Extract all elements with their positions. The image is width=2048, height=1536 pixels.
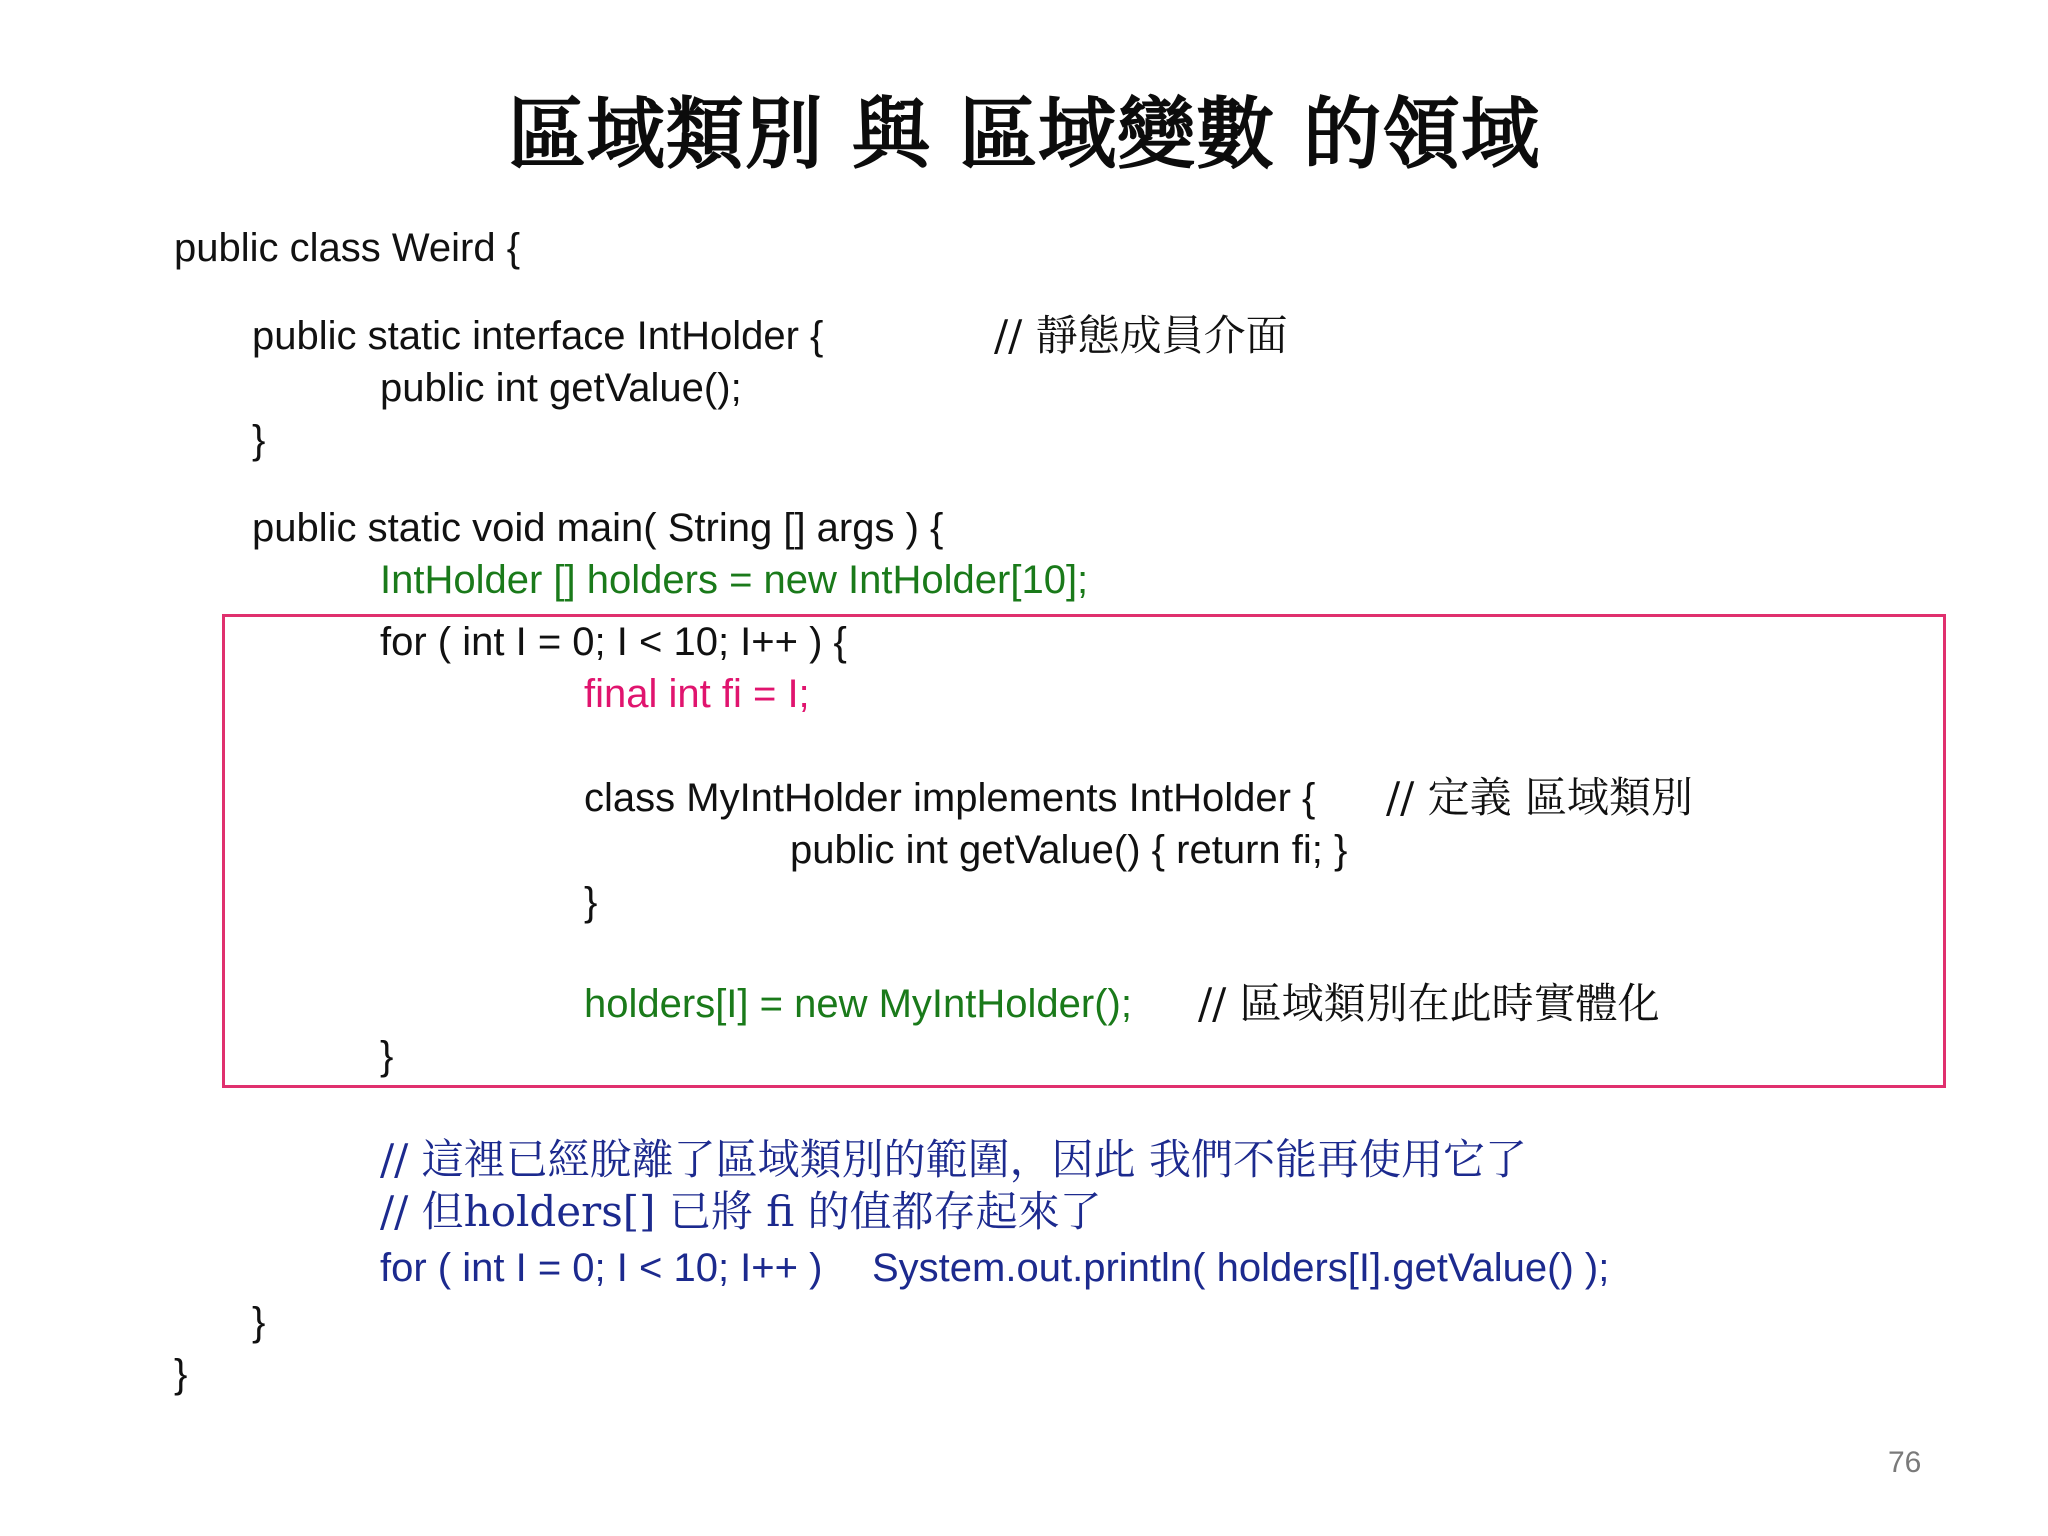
code-comment-out-of-scope: // 這裡已經脫離了區域類別的範圍，因此 我們不能再使用它了 — [380, 1135, 1528, 1184]
code-line-println-call: System.out.println( holders[I].getValue() ); — [872, 1246, 1610, 1290]
code-line-main-close: } — [252, 1300, 266, 1344]
code-line-getvalue-decl: public int getValue(); — [380, 366, 742, 410]
code-line-local-class-decl: class MyIntHolder implements IntHolder { — [584, 776, 1316, 820]
code-line-for-loop: for ( int I = 0; I < 10; I++ ) { — [380, 620, 847, 664]
code-line-interface-close: } — [252, 418, 266, 462]
code-line-class-close: } — [174, 1352, 188, 1396]
code-line-interface-decl: public static interface IntHolder { — [252, 314, 824, 358]
code-comment-define-local-class: // 定義 區域類別 — [1386, 773, 1694, 822]
code-comment-static-member: // 靜態成員介面 — [994, 311, 1288, 360]
code-line-getvalue-impl: public int getValue() { return fi; } — [790, 828, 1348, 872]
page-number: 76 — [1888, 1446, 1922, 1479]
code-comment-values-stored: // 但holders[] 已將 fi 的值都存起來了 — [380, 1187, 1102, 1236]
slide-title: 區域類別 與 區域變數 的領域 — [507, 90, 1541, 180]
code-line-final-fi: final int fi = I; — [584, 672, 810, 716]
code-line-for-close: } — [380, 1034, 394, 1078]
code-line-main-decl: public static void main( String [] args ) { — [252, 506, 944, 550]
code-line-instantiate: holders[I] = new MyIntHolder(); — [584, 982, 1132, 1026]
code-line-local-class-close: } — [584, 880, 598, 924]
code-line-holders-array: IntHolder [] holders = new IntHolder[10]; — [380, 558, 1089, 602]
code-line-class-decl: public class Weird { — [174, 226, 521, 270]
code-comment-instantiate: // 區域類別在此時實體化 — [1198, 979, 1660, 1028]
code-line-print-loop: for ( int I = 0; I < 10; I++ ) — [380, 1246, 823, 1290]
